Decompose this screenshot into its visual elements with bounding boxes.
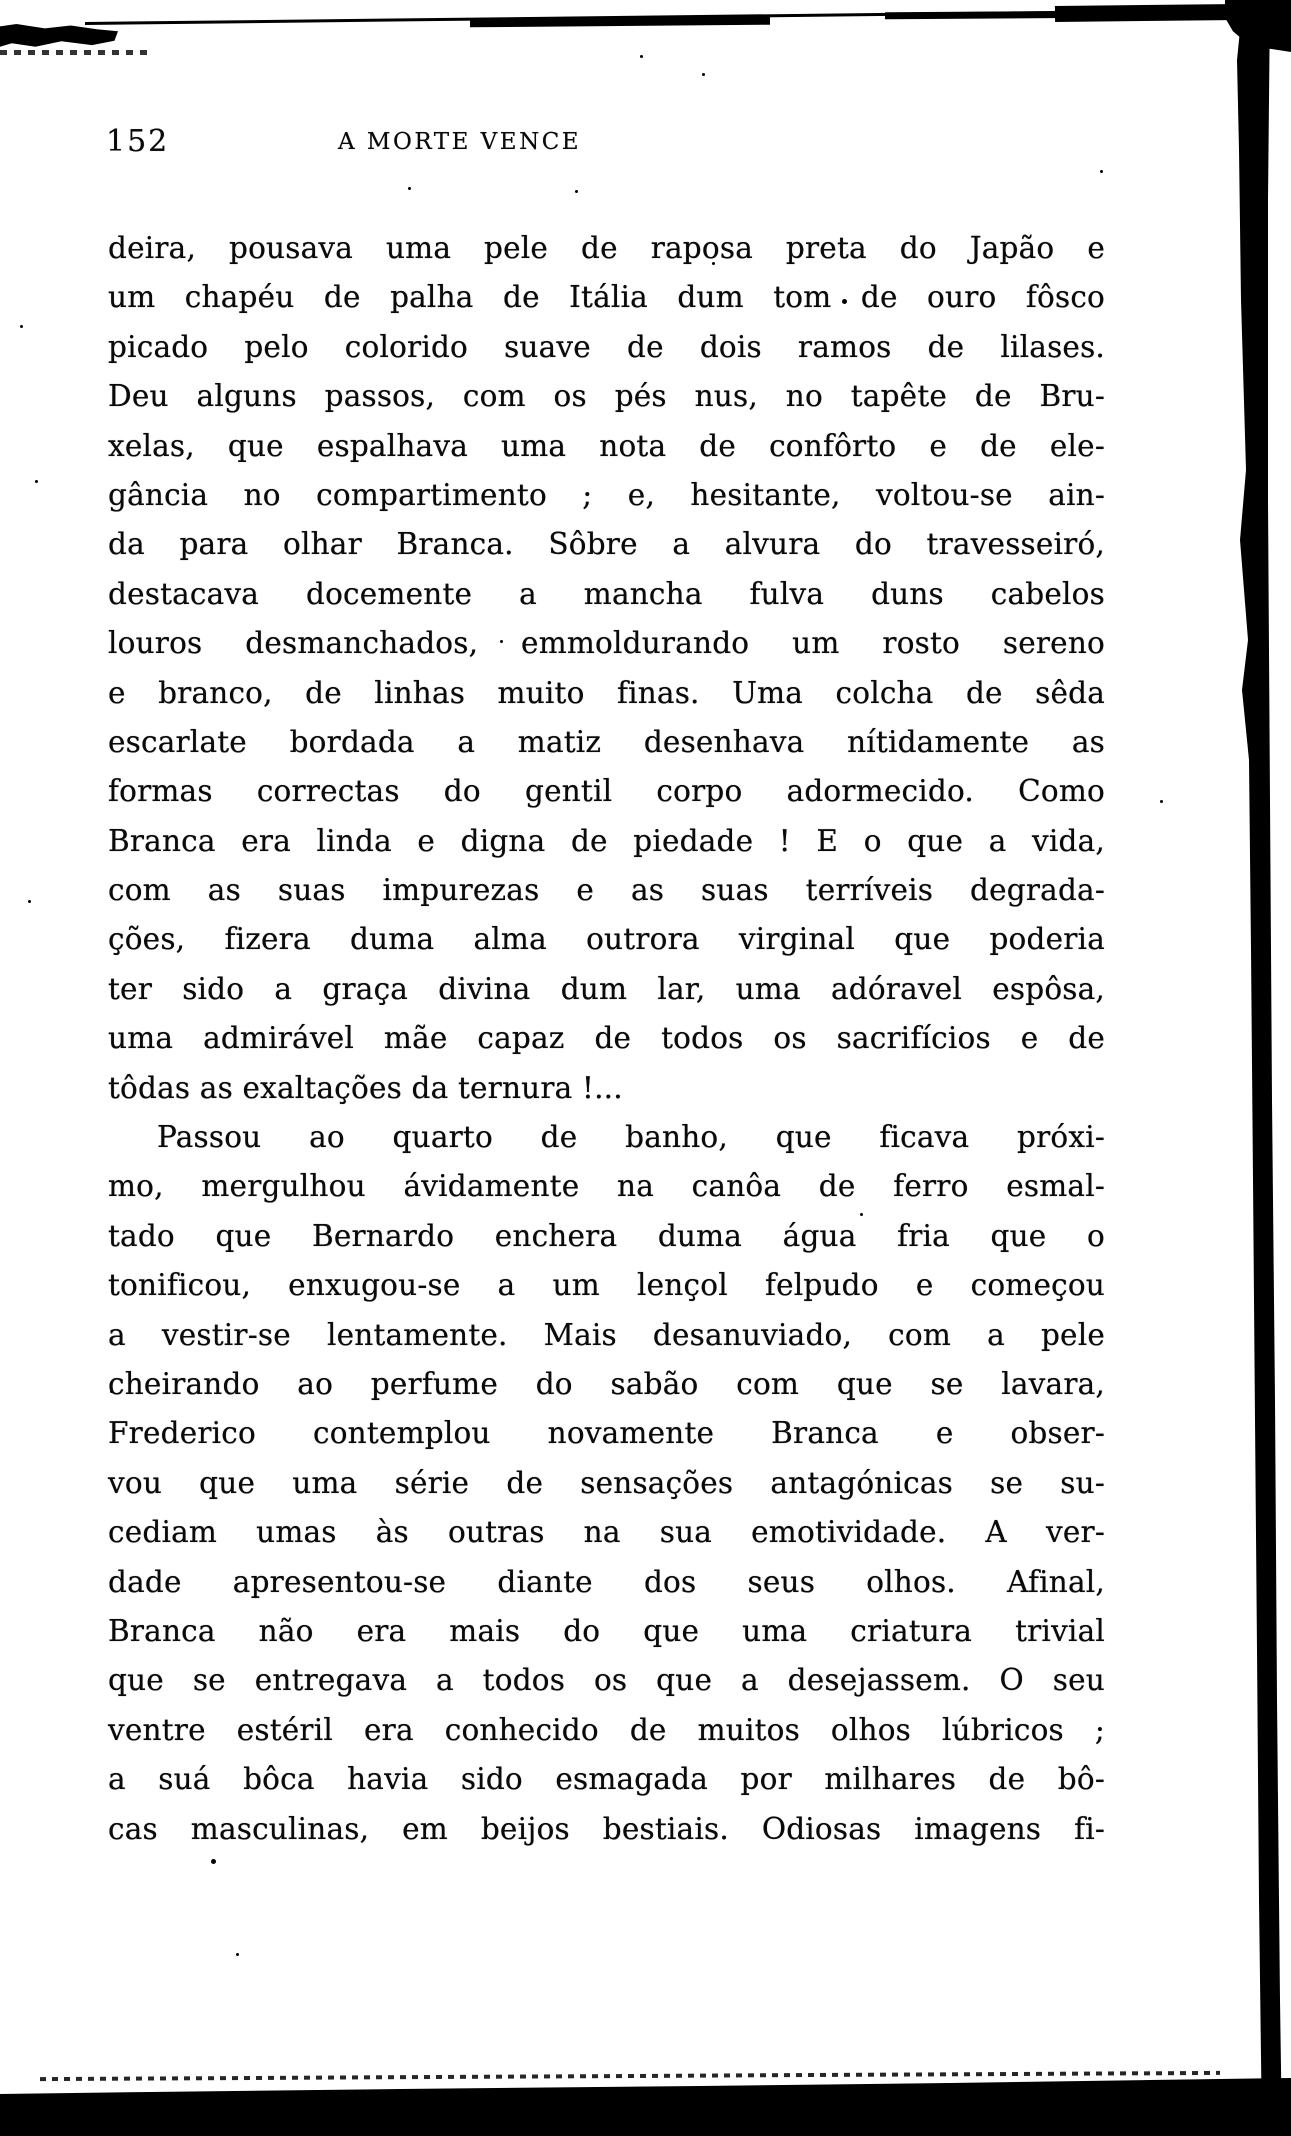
text-line: picado pelo colorido suave de dois ramos de lilases. (108, 329, 1105, 364)
page-number: 152 (106, 124, 170, 159)
text-line: a suá bôca havia sido esmagada por milhares de bô- (108, 1762, 1105, 1797)
text-line: a vestir-se lentamente. Mais desanuviado, com a pele (108, 1317, 1105, 1352)
scan-artifact-bottom-band (0, 2078, 1291, 2136)
text-line: louros desmanchados, emmoldurando um rosto sereno (108, 626, 1105, 661)
text-line: destacava docemente a mancha fulva duns cabelos (108, 576, 1105, 611)
text-line: Branca não era mais do que uma criatura trivial (108, 1613, 1105, 1648)
text-line: cas masculinas, em beijos bestiais. Odiosas imagens fi- (108, 1811, 1105, 1846)
text-line: vou que uma série de sensações antagónicas se su- (108, 1465, 1105, 1500)
text-line: que se entregava a todos os que a desejassem. O seu (108, 1663, 1105, 1698)
text-line: ventre estéril era conhecido de muitos olhos lúbricos ; (108, 1712, 1105, 1747)
text-line: um chapéu de palha de Itália dum tom de ouro fôsco (108, 280, 1105, 315)
text-line: xelas, que espalhava uma nota de confôrto e de ele- (108, 428, 1105, 463)
scan-artifact-right-gutter-band (1235, 0, 1285, 2136)
scan-artifact-top-left-dashes (0, 50, 150, 55)
text-line: dade apresentou-se diante dos seus olhos. Afinal, (108, 1564, 1105, 1599)
text-line: da para olhar Branca. Sôbre a alvura do travesseiró, (108, 527, 1105, 562)
text-line: e branco, de linhas muito finas. Uma colcha de sêda (108, 675, 1105, 710)
scan-artifact-top-edge-segment (470, 16, 770, 28)
text-line: gância no compartimento ; e, hesitante, voltou-se ain- (108, 477, 1105, 512)
text-line: tôdas as exaltações da ternura !... (108, 1070, 623, 1105)
scan-artifact-top-left-blob (0, 24, 118, 48)
text-line: Branca era linda e digna de piedade ! E o que a vida, (108, 823, 1105, 858)
text-block (108, 224, 1105, 1854)
text-line: Passou ao quarto de banho, que ficava próxi- (157, 1120, 1105, 1155)
text-line: uma admirável mãe capaz de todos os sacrifícios e de (108, 1021, 1105, 1056)
text-line: mo, mergulhou ávidamente na canôa de ferro esmal- (108, 1169, 1105, 1204)
text-line: cediam umas às outras na sua emotividade. A ver- (108, 1515, 1105, 1550)
text-line: Deu alguns passos, com os pés nus, no tapête de Bru- (108, 379, 1105, 414)
text-line: ter sido a graça divina dum lar, uma adóravel espôsa, (108, 971, 1105, 1006)
scan-artifact-specks (640, 55, 643, 58)
running-title: A MORTE VENCE (338, 129, 582, 155)
text-line: deira, pousava uma pele de raposa preta do Japão e (108, 231, 1105, 265)
scan-artifact-top-edge-segment (1055, 4, 1240, 22)
text-line: ções, fizera duma alma outrora virginal que poderia (108, 922, 1105, 957)
text-line: tonificou, enxugou-se a um lençol felpudo e começou (108, 1268, 1105, 1303)
text-line: com as suas impurezas e as suas terríveis degrada- (108, 873, 1105, 908)
text-line: tado que Bernardo enchera duma água fria que o (108, 1218, 1105, 1253)
text-line: cheirando ao perfume do sabão com que se lavara, (108, 1366, 1105, 1401)
text-line: escarlate bordada a matiz desenhava nítidamente as (108, 724, 1105, 759)
text-line: formas correctas do gentil corpo adormecido. Como (108, 774, 1105, 809)
text-line: Frederico contemplou novamente Branca e obser- (108, 1416, 1105, 1451)
scan-artifact-bottom-edge-dashes (40, 2071, 1220, 2081)
